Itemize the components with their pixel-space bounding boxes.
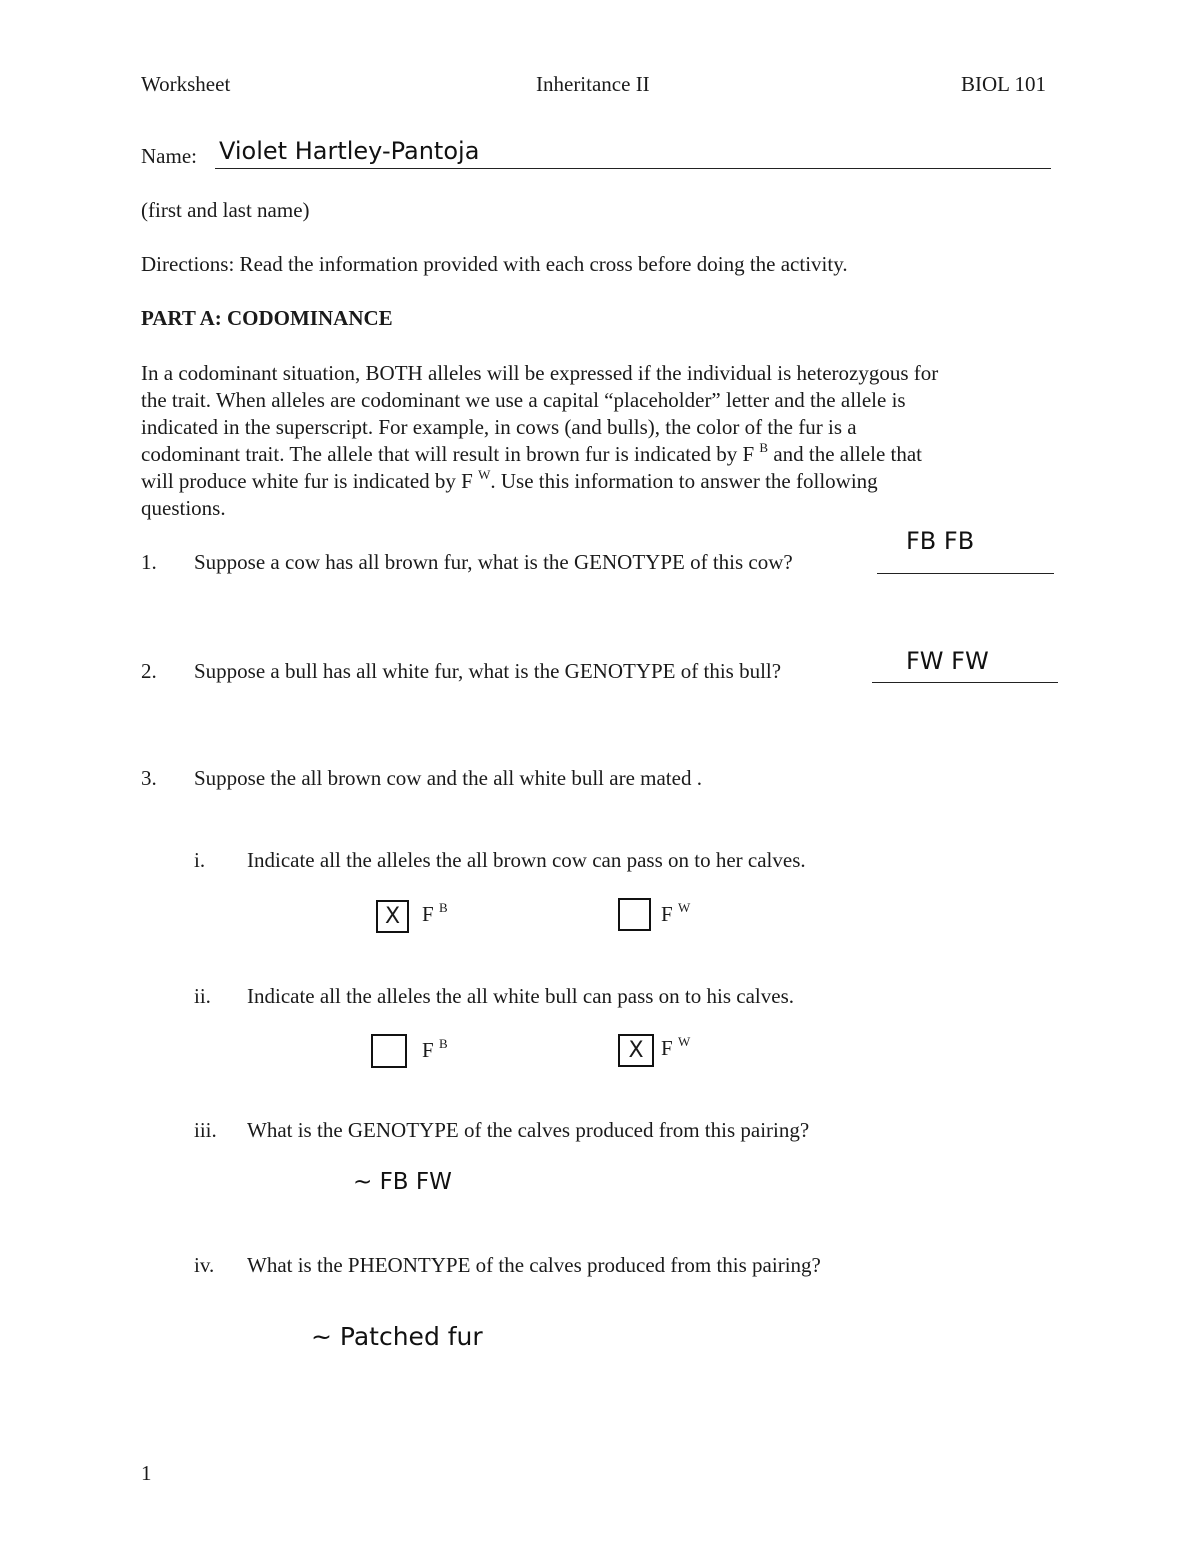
intro-line: will produce white fur is indicated by F $^W$. Use this information to answer the following (141, 467, 878, 493)
intro-line: codominant trait. The allele that will result in brown fur is indicated by F $^B$ and the allele that (141, 440, 923, 466)
intro-line: questions. (141, 496, 226, 520)
sub-iv-answer[interactable]: ~ Patched fur (311, 1322, 483, 1351)
sub-i-number: i. (194, 848, 206, 872)
header-center: Inheritance II (536, 72, 650, 96)
q2-answer[interactable]: FW FW (906, 647, 989, 675)
allele-label: F $^B$ (422, 1036, 448, 1062)
q3-text: Suppose the all brown cow and the all white bull are mated . (194, 766, 702, 790)
sub-ii-number: ii. (194, 984, 211, 1008)
checkbox-bull-fw[interactable]: X (618, 1034, 654, 1067)
name-underline (215, 168, 1051, 169)
sub-ii-text: Indicate all the alleles the all white bull can pass on to his calves. (247, 984, 794, 1008)
name-hint: (first and last name) (141, 198, 310, 222)
intro-line: indicated in the superscript. For example, in cows (and bulls), the color of the fur is a (141, 415, 857, 439)
page-number: 1 (141, 1461, 152, 1485)
checkbox-cow-fb[interactable]: X (376, 900, 409, 933)
q2-text: Suppose a bull has all white fur, what is the GENOTYPE of this bull? (194, 659, 782, 683)
intro-line: the trait. When alleles are codominant we use a capital “placeholder” letter and the allele is (141, 388, 906, 412)
q2-underline (872, 682, 1058, 683)
name-label: Name: (141, 144, 197, 168)
part-a-title: PART A: CODOMINANCE (141, 306, 393, 330)
directions: Directions: Read the information provided with each cross before doing the activity. (141, 252, 848, 276)
q1-number: 1. (141, 550, 157, 574)
header-right: BIOL 101 (961, 72, 1046, 96)
sub-iii-number: iii. (194, 1118, 217, 1142)
sub-i-text: Indicate all the alleles the all brown cow can pass on to her calves. (247, 848, 806, 872)
header-left: Worksheet (141, 72, 231, 96)
q2-number: 2. (141, 659, 157, 683)
intro-line: In a codominant situation, BOTH alleles will be expressed if the individual is heterozygous for (141, 361, 939, 385)
sub-iii-text: What is the GENOTYPE of the calves produced from this pairing? (247, 1118, 810, 1142)
checkbox-cow-fw[interactable] (618, 898, 651, 931)
part-a-intro (141, 360, 1051, 522)
name-input[interactable]: Violet Hartley-Pantoja (219, 137, 480, 165)
q1-underline (877, 573, 1054, 574)
q1-text: Suppose a cow has all brown fur, what is the GENOTYPE of this cow? (194, 550, 793, 574)
allele-label: F $^W$ (661, 1034, 691, 1060)
sub-iv-number: iv. (194, 1253, 215, 1277)
q3-number: 3. (141, 766, 157, 790)
sub-iii-answer[interactable]: ~ FB FW (353, 1169, 452, 1195)
sub-iv-text: What is the PHEONTYPE of the calves produced from this pairing? (247, 1253, 821, 1277)
q1-answer[interactable]: FB FB (906, 527, 975, 555)
allele-label: F $^B$ (422, 900, 448, 926)
checkbox-bull-fb[interactable] (371, 1034, 407, 1068)
allele-label: F $^W$ (661, 900, 691, 926)
